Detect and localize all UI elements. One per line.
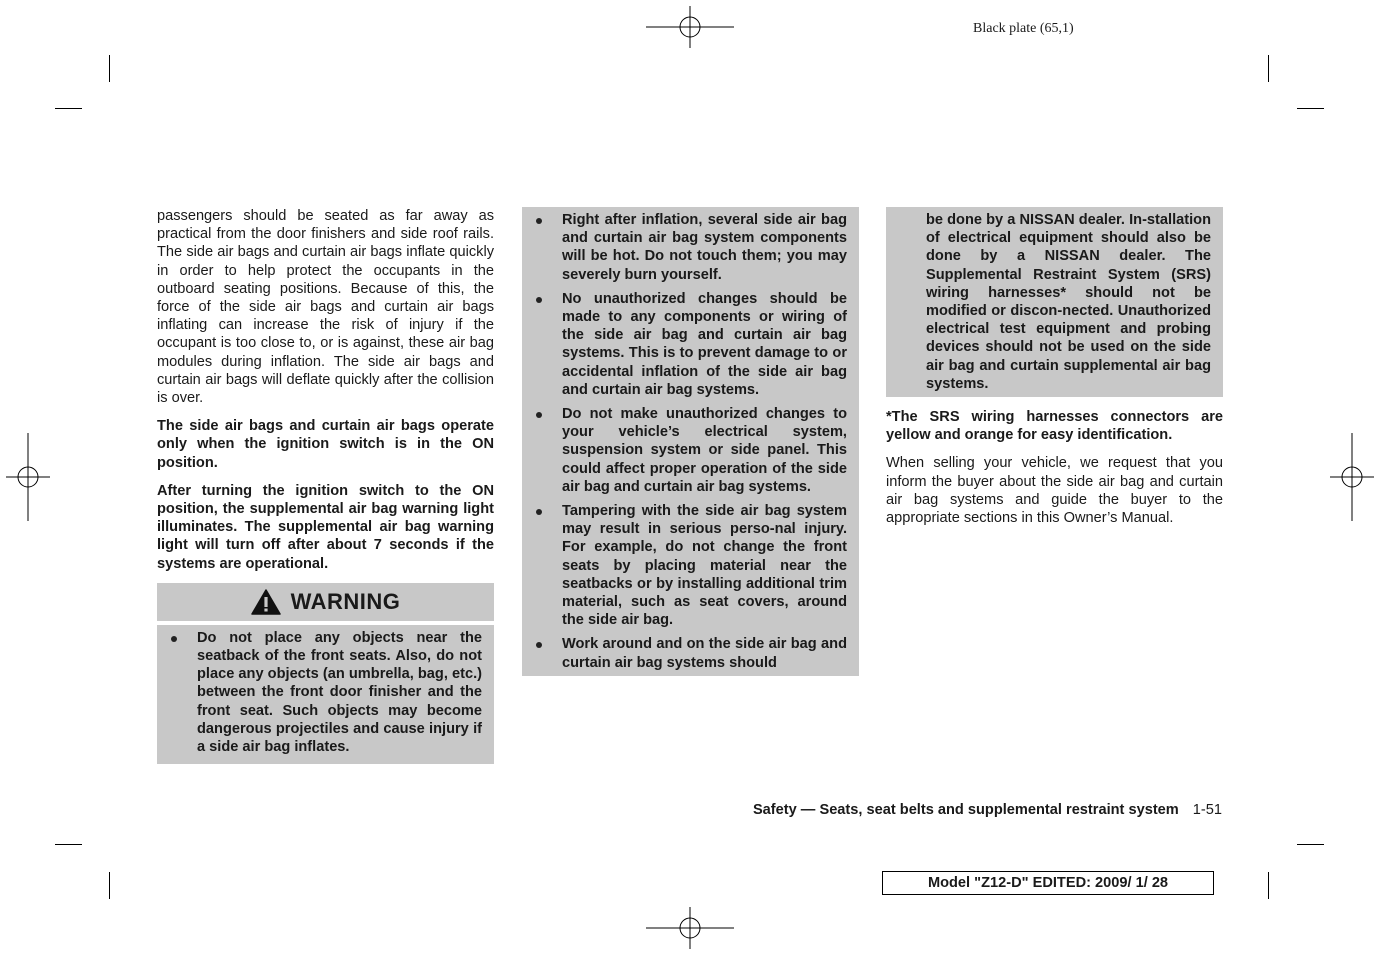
page-footer [700, 802, 1222, 818]
crop-mark [1297, 108, 1324, 109]
registration-mark-icon [6, 433, 50, 521]
warning-light-note: After turning the ignition switch to the ON position, the supplemental air bag warning light illuminates. The supplemental air bag warning light will turn off after about 7 seconds if the systems are operational. [157, 482, 494, 572]
column-1 [157, 207, 494, 764]
page-number: 1-51 [1192, 802, 1222, 818]
closing-paragraph: When selling your vehicle, we request that you inform the buyer about the side air bag and curtain air bag systems and guide the buyer to the appropriate sections in this Owner’s Manual. [886, 455, 1223, 527]
column-3 [886, 207, 1223, 537]
warning-box [157, 625, 494, 764]
crop-mark [55, 108, 82, 109]
registration-mark-icon [646, 6, 734, 48]
crop-mark [1268, 872, 1269, 899]
crop-mark [1268, 55, 1269, 82]
warning-triangle-icon [251, 589, 281, 615]
plate-label: Black plate (65,1) [973, 21, 1074, 36]
warning-item: Tampering with the side air bag system may result in serious perso-nal injury. For example, do not change the front seats by placing material near the seatbacks or by installing additional trim material, such as seat covers, around the side air bag. [534, 502, 847, 629]
intro-paragraph: passengers should be seated as far away as practical from the door finishers and side roof rails. The side air bags and curtain air bags inflate quickly in order to help protect the occupants in the outboard seating positions. Because of this, the force of the side air bags and curtain air bags inflating can increase the risk of injury if the occupant is too close to, or is against, these air bag modules during inflation. The side air bags and curtain air bags will deflate quickly after the collision is over. [157, 208, 494, 407]
crop-mark [1297, 844, 1324, 845]
registration-mark-icon [1330, 433, 1374, 521]
warning-box-continued [886, 207, 1223, 397]
warning-item: No unauthorized changes should be made to any components or wiring of the side air bag and curtain air bag systems. This is to prevent damage to or accidental inflation of the side air bag and curtain air bag systems. [534, 290, 847, 399]
crop-mark [109, 872, 110, 899]
srs-footnote: *The SRS wiring harnesses connectors are yellow and orange for easy identification. [886, 409, 1223, 444]
warning-item: Do not make unauthorized changes to your vehicle’s electrical system, suspension system or side panel. This could affect proper operation of the side air bag and curtain air bag systems. [534, 405, 847, 496]
crop-mark [55, 844, 82, 845]
warning-item: Do not place any objects near the seatback of the front seats. Also, do not place any objects (an umbrella, bag, etc.) between the front door finisher and the front seat. Such objects may become dangerous projectiles and cause injury if a side air bag inflates. [169, 629, 482, 756]
warning-item-continued: be done by a NISSAN dealer. In-stallation of electrical equipment should also be done by a NISSAN dealer. The Supplemental Restraint System (SRS) wiring harnesses* should not be modified or discon-nected. Unauthorized electrical test equipment and probing devices should not be used on the side air bag and curtain supplemental air bag systems. [926, 212, 1211, 392]
model-edit-box: Model "Z12-D" EDITED: 2009/ 1/ 28 [882, 871, 1214, 895]
warning-item: Work around and on the side air bag and curtain air bag systems should [534, 635, 847, 671]
column-2 [522, 207, 859, 676]
crop-mark [109, 55, 110, 82]
ignition-note: The side air bags and curtain air bags operate only when the ignition switch is in the ON position. [157, 418, 494, 471]
warning-label: WARNING [290, 588, 401, 614]
registration-mark-icon [646, 907, 734, 949]
warning-box-continued [522, 207, 859, 676]
section-title: Safety — Seats, seat belts and supplemental restraint system [752, 802, 1179, 818]
warning-header [157, 583, 494, 621]
warning-item: Right after inflation, several side air bag and curtain air bag system components will be hot. Do not touch them; you may severely burn yourself. [534, 211, 847, 284]
